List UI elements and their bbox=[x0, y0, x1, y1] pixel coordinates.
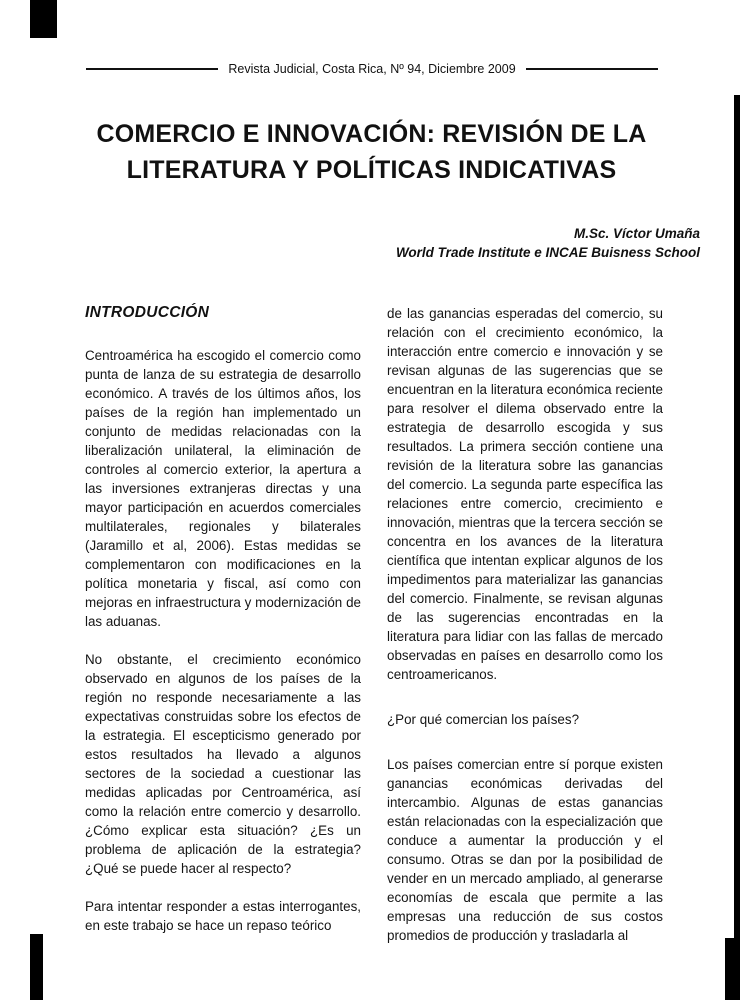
subheading-question: ¿Por qué comercian los países? bbox=[387, 712, 580, 727]
scan-artifact-top-left bbox=[30, 0, 57, 38]
article-body bbox=[0, 304, 743, 945]
scan-artifact-bottom-left bbox=[30, 934, 43, 1000]
paragraph: de las ganancias esperadas del comercio, su relación con el crecimiento económico, la interacción entre comercio e innovación y se revisan algunas de las sugerencias que se encuentran en la literatura económica reciente para resolver el dilema observado entre la estrategia de desarrollo escogida y sus resultados. La primera sección contiene una revisión de la literatura sobre las ganancias del comercio. La segunda parte específica las relaciones entre comercio, crecimiento e innovación, mientras que la tercera sección se concentra en los avances de la literatura científica que intentan explicar algunos de los impedimentos para materializar las ganancias del comercio. Finalmente, se revisan algunas de las sugerencias encontradas en la literatura para lidiar con las fallas de mercado observadas en países en desarrollo como los centroamericanos. bbox=[387, 306, 663, 682]
article-title bbox=[0, 116, 743, 188]
author-name: M.Sc. Víctor Umaña bbox=[573, 226, 700, 241]
author-block bbox=[0, 224, 743, 262]
scan-artifact-right-strip bbox=[734, 95, 740, 940]
article-title-line-1: COMERCIO E INNOVACIÓN: REVISIÓN DE LA bbox=[96, 120, 647, 148]
paragraph: Los países comercian entre sí porque existen ganancias económicas derivadas del intercambio. Algunas de estas ganancias están relacionadas con la especialización que conduce a aumentar la producción y el consumo. Otras se dan por la posibilidad de vender en un mercado ampliado, al generarse economías de escala que permite a las empresas una reducción de sus costos promedios de producción y trasladarla al bbox=[387, 757, 663, 943]
article-title-line-2: LITERATURA Y POLÍTICAS INDICATIVAS bbox=[126, 156, 617, 184]
author-affiliation: World Trade Institute e INCAE Buisness School bbox=[395, 245, 700, 260]
right-column bbox=[387, 304, 663, 945]
paragraph: No obstante, el crecimiento económico observado en algunos de los países de la región no responde necesariamente a las expectativas construidas sobre los efectos de la estrategia. El escepticismo generado por estos resultados ha llevado a algunos sectores de la sociedad a cuestionar las medidas aplicadas por Centroamérica, así como la relación entre comercio y desarrollo. ¿Cómo explicar esta situación? ¿Es un problema de aplicación de la estrategia? ¿Qué se puede hacer al respecto? bbox=[85, 652, 361, 876]
paragraph: Centroamérica ha escogido el comercio como punta de lanza de su estrategia de desarrollo económico. A través de los últimos años, los países de la región han implementado un conjunto de medidas relacionadas con la liberalización unilateral, la eliminación de controles al comercio exterior, la apertura a las inversiones extranjeras directas y una mayor participación en acuerdos comerciales multilaterales, regionales y bilaterales (Jaramillo et al, 2006). Estas medidas se complementaron con modificaciones en la política monetaria y fiscal, así como con mejoras en infraestructura y modernización de las aduanas. bbox=[85, 348, 361, 629]
journal-header bbox=[86, 62, 658, 76]
journal-header-text: Revista Judicial, Costa Rica, Nº 94, Diciembre 2009 bbox=[228, 62, 516, 76]
header-rule-right bbox=[526, 68, 658, 70]
paragraph: Para intentar responder a estas interrogantes, en este trabajo se hace un repaso teórico bbox=[85, 899, 361, 933]
scan-artifact-bottom-right bbox=[725, 938, 740, 1000]
left-column bbox=[85, 304, 361, 945]
header-rule-left bbox=[86, 68, 218, 70]
section-heading-introduccion: INTRODUCCIÓN bbox=[85, 304, 210, 321]
